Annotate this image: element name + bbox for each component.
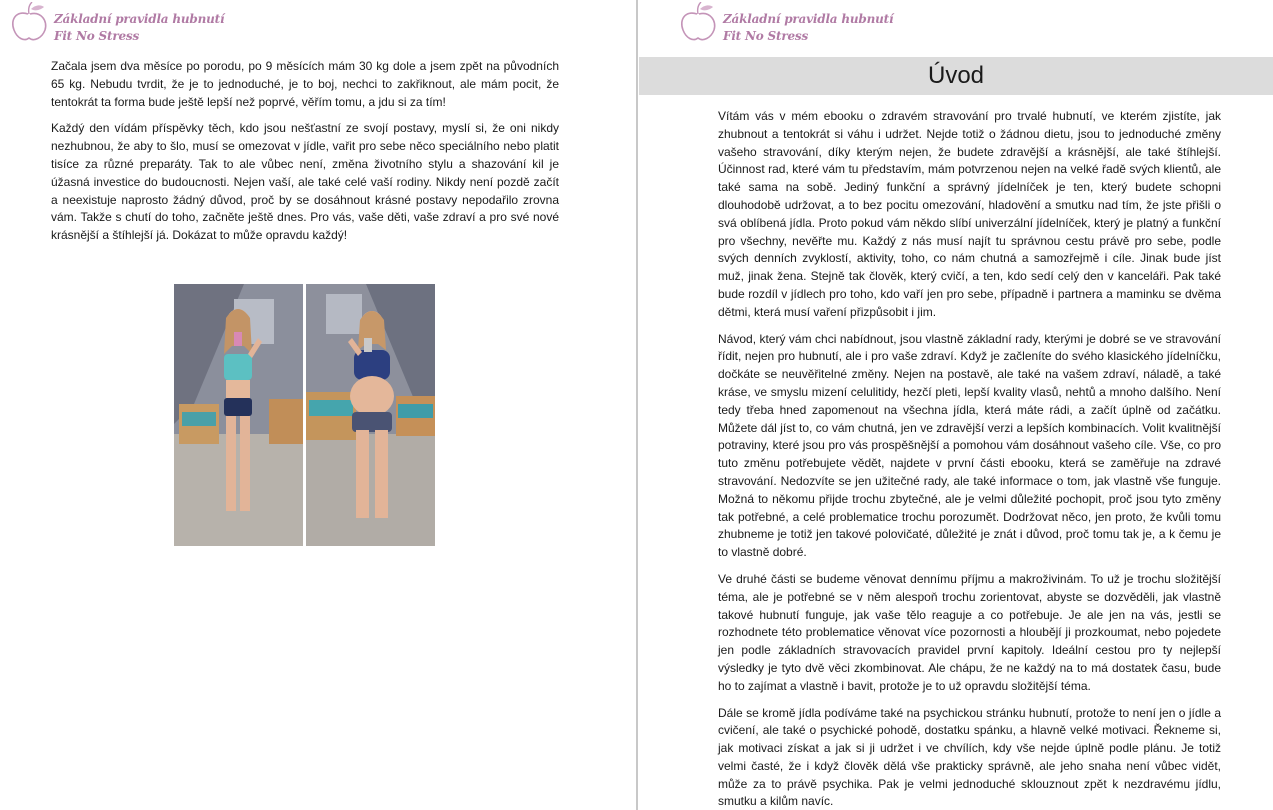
- apple-logo-icon: [8, 2, 52, 44]
- brand-subtitle: Fit No Stress: [54, 29, 140, 43]
- brand-logo: [8, 2, 225, 44]
- left-body-text: [51, 58, 559, 254]
- brand-subtitle: Fit No Stress: [723, 29, 809, 43]
- photo-before-weight-loss: [306, 284, 435, 546]
- paragraph: Dále se kromě jídla podíváme také na psychickou stránku hubnutí, protože to není jen o jídle a cvičení, ale také o psychické pohodě, dostatku spánku, a hlavně velké motivaci. Řekneme si, jak motivaci získat a jak si ji udržet i ve chvílích, kdy vše nejde úplně podle plánu. Je totiž velmi časté, že i když člověk dělá vše prakticky správně, ale jeho snaha není vůbec vidět, může za to právě psychika. Pak je velmi jednoduché sklouznout zpět k nezdravému jídlu, smutku a kilům navíc.: [718, 705, 1221, 809]
- paragraph: Začala jsem dva měsíce po porodu, po 9 měsících mám 30 kg dole a jsem zpět na původních 65 kg. Nebudu tvrdit, že je to jednoduché, je to boj, nechci to zakřiknout, ale mám pocit, že tentokrát ta forma bude ještě lepší než poprvé, věřím tomu, a jdu si za tím!: [51, 59, 559, 109]
- photo-after-weight-loss: [174, 284, 303, 546]
- apple-logo-icon: [677, 2, 721, 44]
- brand-title: Základní pravidla hubnutí: [723, 12, 894, 26]
- paragraph: Každý den vídám příspěvky těch, kdo jsou nešťastní ze svojí postavy, myslí si, že oni nikdy nezhubnou, že aby to šlo, musí se omezovat v jídle, vařit pro sebe něco speciálního nebo platit tisíce za různé preparáty. Tak to ale vůbec není, změna životního stylu a shazování kil je úžasná investice do budoucnosti. Nejen vaší, ale také celé vaší rodiny. Nikdy není pozdě začít a neexistuje naprosto žádný důvod, proč by se dosáhnout krásné postavy nepodařilo zrovna vám. Takže s chutí do toho, začněte ještě dnes. Pro vás, vaše děti, vaše zdraví a pro své nové krásnější a štíhlejší já. Dokázat to může opravdu každý!: [51, 121, 559, 243]
- paragraph: Ve druhé části se budeme věnovat dennímu příjmu a makroživinám. To už je trochu složitější téma, ale je potřebné se v něm alespoň trochu zorientovat, abyste se dozvěděli, jak vlastně takové hubnutí funguje, jak vaše tělo reaguje a co potřebuje. Je ale jen na vás, jestli se rozhodnete této problematice věnovat více pozornosti a hloubějí ji prozkoumat, nebo pojedete jen podle základních stravovacích pravidel první kapitoly. Ideální cestou pro ty nejlepší výsledky je tyto dvě věci zkombinovat. Ale chápu, že ne každý na to má dostatek času, bude ho to zajímat a vlastně i bavit, protože je to už opravdu složitější téma.: [718, 571, 1221, 693]
- right-body-text: [718, 108, 1221, 810]
- paragraph: Návod, který vám chci nabídnout, jsou vlastně základní rady, kterými je dobré se ve stravování řídit, nejen pro hubnutí, ale i pro vaše zdraví. Když je začleníte do svého klasického jídelníčku, dočkáte se neuvěřitelné změny. Nejen na postavě, ale také na vašem zdraví, náladě, a také kráse, ve smyslu mizení celulitidy, hezčí pleti, lepší kvality vlasů, nehtů a mnoho dalšího. Není tedy třeba hned zapomenout na všechna jídla, která máte rádi, a začít úplně od začátku. Můžete dál jíst to, co vám chutná, jen ve zdravější verzi a lepších kombinacích. Volit kvalitnější potraviny, které jsou pro vás prospěšnější a pomohou vám dosáhnout vašeho cíle. Vše, co pro tuto změnu potřebujete vědět, najdete v první části ebooku, která se zaměřuje na zdravé stravování. Nedozvíte se jen užitečné rady, ale také informace o tom, jak vlastně vše funguje. Možná to někomu přijde trochu zbytečné, ale je velmi důležité pochopit, proč jsou tyto změny tak potřebné, a celé problematice trochu porozumět. Dodržovat něco, jen proto, že kvůli tomu zhubneme je totiž jen takové polovičaté, důležité je znát i důvod, proč tomu tak je, a k čemu je to vlastně dobré.: [718, 331, 1221, 560]
- paragraph: Vítám vás v mém ebooku o zdravém stravování pro trvalé hubnutí, ve kterém zjistíte, jak zhubnout a tentokrát si váhu i udržet. Nejde totiž o žádnou dietu, jsou to jednoduché změny vašeho stravování, díky kterým nejen, že budete zdravější a krásnější, ale také štíhlejší. Účinnost rad, které vám tu představím, mám potvrzenou nejen na velké řadě svých klientů, ale také sama na sobě. Jediný funkční a správný jídelníček je ten, který budete schopni dlouhodobě udržovat, a to bez pocitu omezování, hladovění a smutku nad tím, že jste přišli o svá oblíbená jídla. Proto pokud vám někdo slíbí univerzální jídelníček, který je platný a funkční pro všechny, nevěřte mu. Každý z nás musí najít tu správnou cestu právě pro sebe, podle svých denních zvyklostí, aktivity, toho, co nám chutná a samozřejmě i cíle. Jinak bude jíst muž, jinak žena. Stejně tak člověk, který cvičí, a ten, kdo sedí celý den v kanceláři. Pak také bude rozdíl v jídlech pro toho, kdo vaří jen pro sebe, případně i partnera a maminku se dvěma dětmi, která musí vaření přizpůsobit i jim.: [718, 109, 1221, 319]
- before-after-photos: [174, 284, 436, 546]
- brand-logo: [677, 2, 894, 44]
- right-page: [639, 0, 1273, 810]
- page-divider: [636, 0, 638, 810]
- section-heading: Úvod: [639, 57, 1273, 95]
- brand-title: Základní pravidla hubnutí: [54, 12, 225, 26]
